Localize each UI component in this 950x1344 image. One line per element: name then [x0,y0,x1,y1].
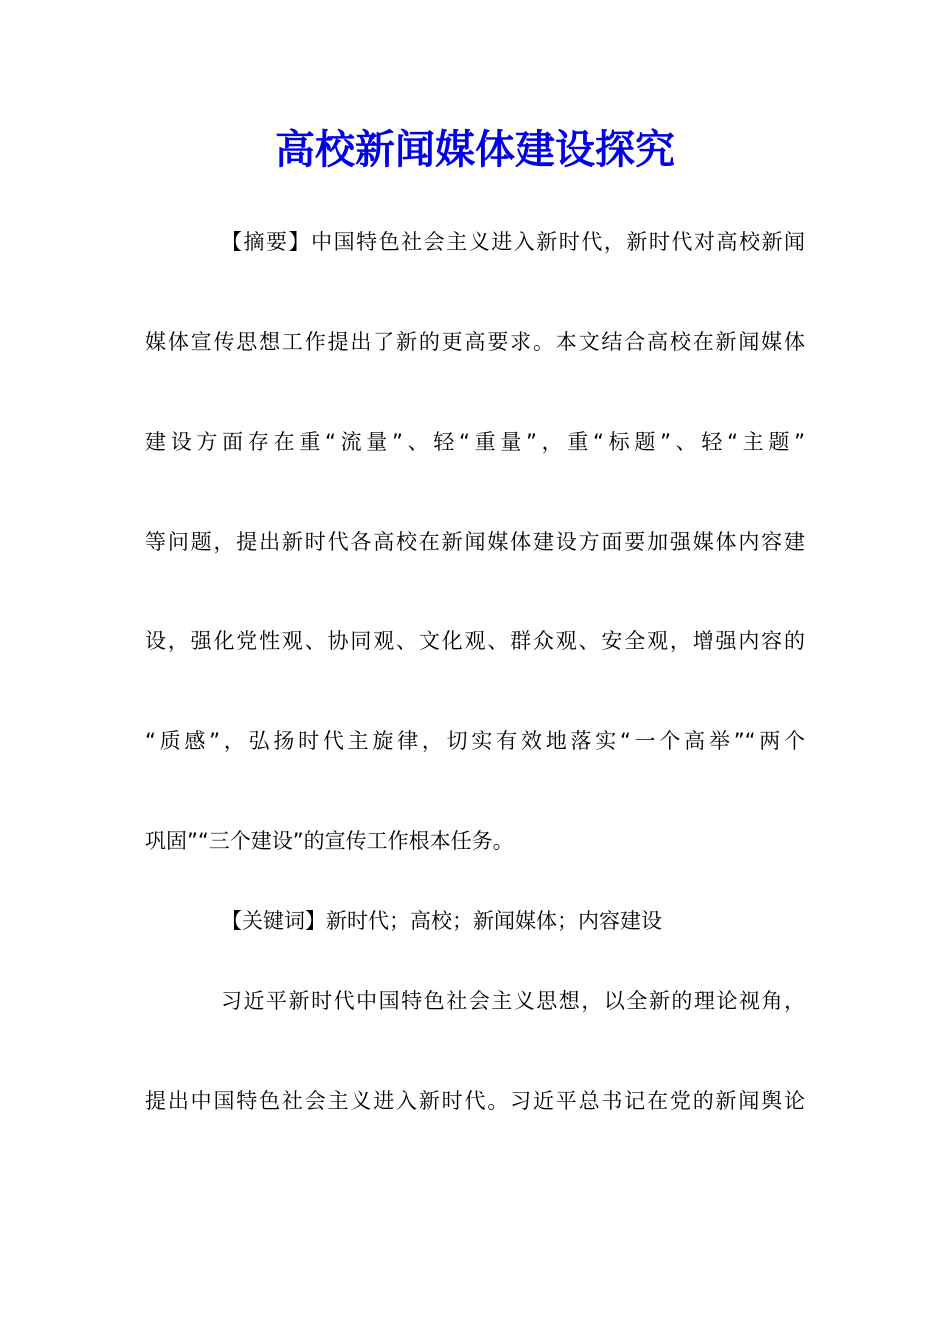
abstract-line-2: 媒体宣传思想工作提出了新的更高要求。本文结合高校在新闻媒体 [145,330,805,354]
body-line-1: 习近平新时代中国特色社会主义思想，以全新的理论视角， [221,989,805,1013]
abstract-line-3: 建设方面存在重“流量”、轻“重量”，重“标题”、轻“主题” [145,430,805,454]
abstract-line-6: “质感”，弘扬时代主旋律，切实有效地落实“一个高举”“两个 [145,729,805,753]
keywords-line: 【关键词】新时代；高校；新闻媒体；内容建设 [221,909,662,933]
abstract-line-4: 等问题，提出新时代各高校在新闻媒体建设方面要加强媒体内容建 [145,530,805,554]
abstract-line-5: 设，强化党性观、协同观、文化观、群众观、安全观，增强内容的 [145,629,805,653]
document-title: 高校新闻媒体建设探究 [275,126,675,173]
abstract-line-1: 【摘要】中国特色社会主义进入新时代，新时代对高校新闻 [221,230,805,254]
abstract-line-7: 巩固”“三个建设”的宣传工作根本任务。 [145,829,514,853]
body-line-2: 提出中国特色社会主义进入新时代。习近平总书记在党的新闻舆论 [145,1089,805,1113]
